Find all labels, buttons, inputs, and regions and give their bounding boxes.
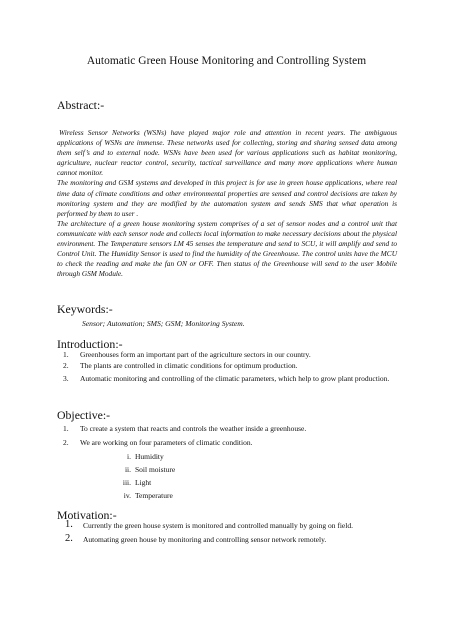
list-item-text: Soil moisture <box>135 465 176 475</box>
list-item-text: Automatic monitoring and controlling of the climatic parameters, which help to grow plant production. <box>80 374 390 384</box>
abstract-paragraph: Wireless Sensor Networks (WSNs) have played major role and attention in recent years. The ambiguous applications of WSNs are immense. These networks used for collecting, storing and sharing sensed data among them self’s and to external node. WSNs have been used for various applications such as habitat monitoring, agriculture, nuclear reactor control, security, tactical surveillance and many more applications where human cannot monitor. <box>57 128 397 178</box>
page-title: Automatic Green House Monitoring and Controlling System <box>86 55 367 67</box>
objective-list <box>57 424 397 448</box>
list-item <box>57 350 397 361</box>
parameters-list <box>116 450 175 502</box>
list-number: i. <box>127 452 131 461</box>
list-item-text: Temperature <box>135 491 173 501</box>
list-number: 3. <box>63 374 69 384</box>
list-item <box>57 535 397 545</box>
keywords-text: Sensor; Automation; SMS; GSM; Monitoring System. <box>82 319 245 328</box>
list-number: 2. <box>63 360 69 370</box>
list-item <box>57 374 397 385</box>
list-item <box>57 424 397 435</box>
list-item <box>57 438 397 449</box>
list-number: iii. <box>122 478 131 488</box>
list-item-text: Light <box>135 478 152 488</box>
list-number: 1. <box>63 350 69 359</box>
abstract-heading: Abstract:- <box>57 98 105 112</box>
objective-heading: Objective:- <box>57 408 111 422</box>
abstract-body <box>57 128 397 279</box>
list-item <box>57 521 397 531</box>
list-item-text: The plants are controlled in climatic conditions for optimum production. <box>80 360 298 370</box>
list-number: 1. <box>65 519 73 530</box>
abstract-paragraph: The monitoring and GSM systems and developed in this project is for use in green house applications, where real time data of climate conditions and other environmental properties are sensed and control decisions are taken by monitoring system and they are modified by the automation system and sends SMS that what operation is performed by them to user . <box>57 178 397 218</box>
list-number: 2. <box>65 533 73 545</box>
keywords-heading: Keywords:- <box>57 302 113 316</box>
list-item-text: Currently the green house system is monitored and controlled manually by going on field. <box>83 521 353 530</box>
list-item <box>116 463 175 476</box>
list-item <box>116 489 175 502</box>
list-item <box>116 450 175 463</box>
list-item-text: Automating green house by monitoring and controlling sensor network remotely. <box>83 535 327 545</box>
list-item <box>57 361 397 372</box>
list-item-text: Humidity <box>135 452 164 461</box>
list-item-text: To create a system that reacts and controls the weather inside a greenhouse. <box>80 424 307 433</box>
list-number: ii. <box>124 465 131 475</box>
motivation-heading: Motivation:- <box>57 508 117 522</box>
list-number: 1. <box>63 424 69 433</box>
introduction-heading: Introduction:- <box>57 337 123 351</box>
list-number: 2. <box>63 437 69 447</box>
list-item <box>116 476 175 489</box>
introduction-list <box>57 350 397 385</box>
list-item-text: Greenhouses form an important part of the agriculture sectors in our country. <box>80 350 311 359</box>
list-number: iv. <box>123 491 131 501</box>
motivation-list <box>57 521 397 550</box>
abstract-paragraph: The architecture of a green house monitoring system comprises of a set of sensor nodes and a control unit that communicate with each sensor node and collects local information to make necessary decisions about the physical environment. The Temperature sensors LM 45 senses the temperature and send to SCU, it will amplify and send to Control Unit. The Humidity Sensor is used to find the humidity of the Greenhouse. The control units have the MCU to check the reading and make the fan ON or OFF. Then status of the Greenhouse will send to the user Mobile through GSM Module. <box>57 218 397 279</box>
list-item-text: We are working on four parameters of climatic condition. <box>80 437 253 447</box>
